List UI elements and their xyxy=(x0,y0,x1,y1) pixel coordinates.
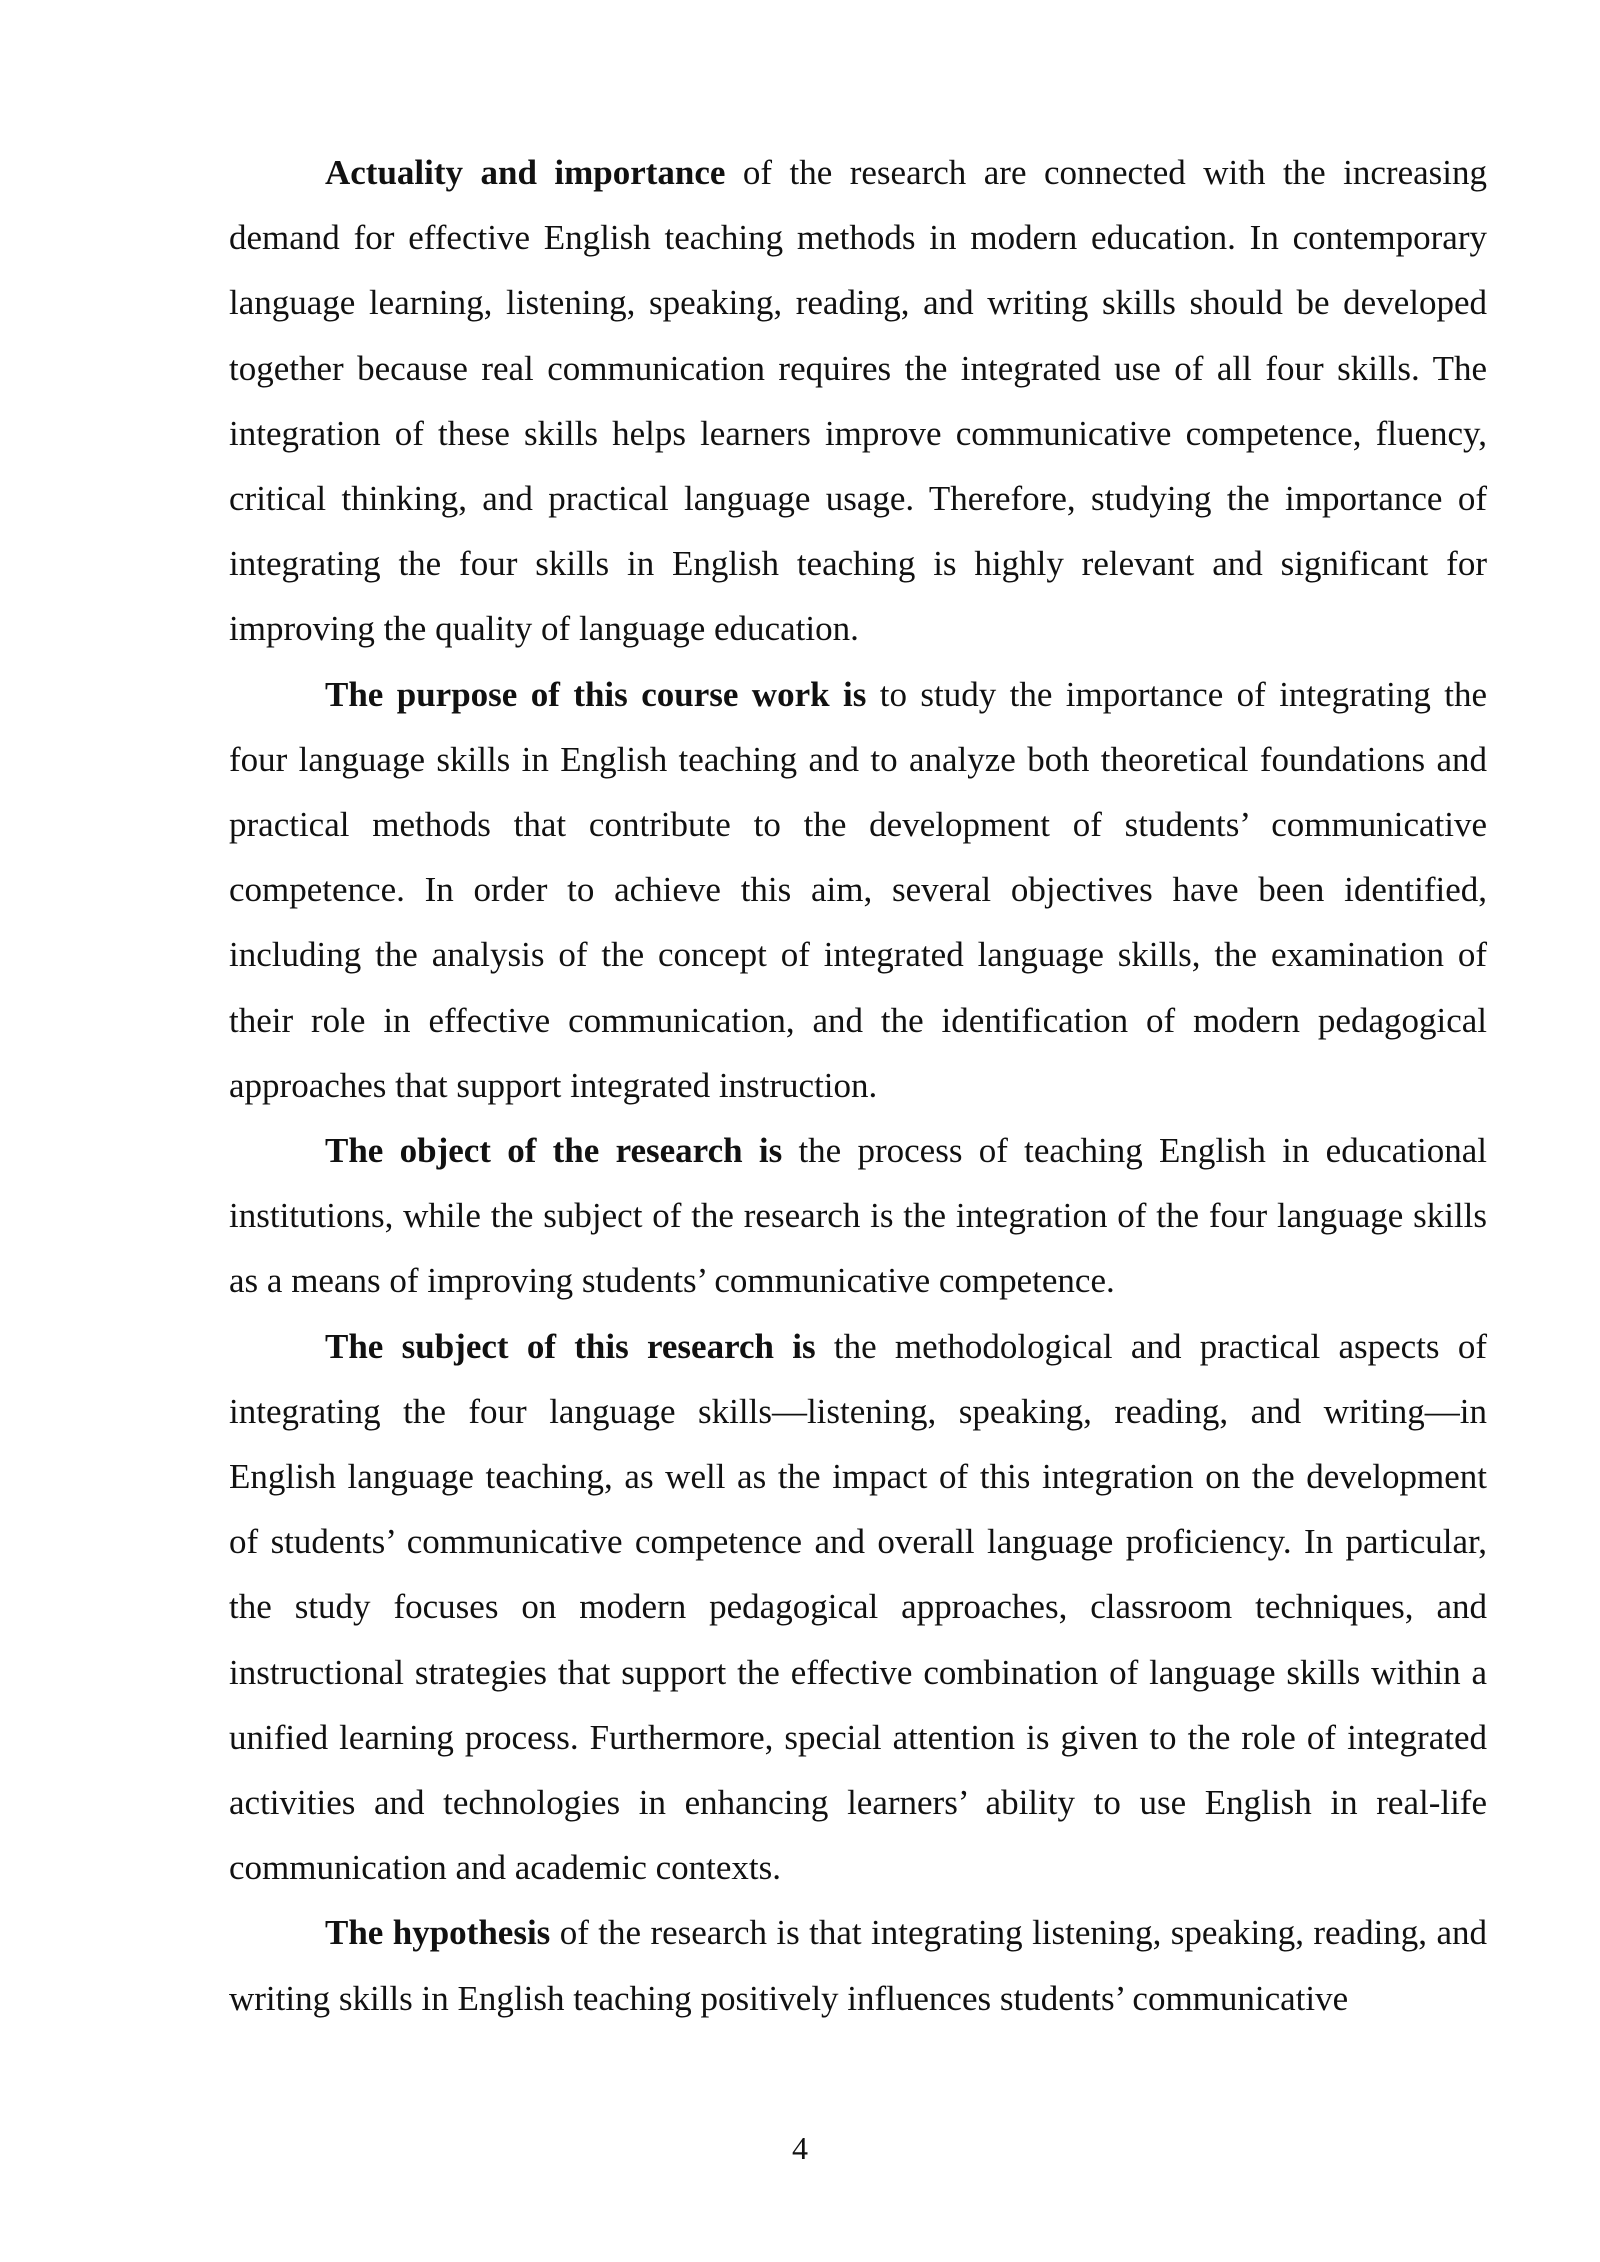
paragraph-lead: The hypothesis xyxy=(325,1913,551,1953)
paragraph-lead: The object of the research is xyxy=(325,1131,783,1171)
paragraph-text: of the research is that integrating listening, speaking, reading, and writing skills in English teaching positively influences students’ communicative xyxy=(229,1913,1487,2018)
paragraph-object xyxy=(229,1118,1487,1314)
paragraph-lead: The subject of this research is xyxy=(325,1326,816,1366)
page-number: 4 xyxy=(792,2130,808,2166)
paragraph-subject xyxy=(229,1314,1487,1901)
paragraph-purpose xyxy=(229,662,1487,1118)
paragraph-text: the methodological and practical aspects of integrating the four language skills—listening, speaking, reading, and writing—in English language teaching, as well as the impact of this integration on the development of students’ communicative competence and overall language proficiency. In particular, the study focuses on modern pedagogical approaches, classroom techniques, and instructional strategies that support the effective combination of language skills within a unified learning process. Furthermore, special attention is given to the role of integrated activities and technologies in enhancing learners’ ability to use English in real-life communication and academic contexts. xyxy=(229,1326,1487,1888)
paragraph-text: of the research are connected with the increasing demand for effective English teaching methods in modern education. In contemporary language learning, listening, speaking, reading, and writing skills should be developed together because real communication requires the integrated use of all four skills. The integration of these skills helps learners improve communicative competence, fluency, critical thinking, and practical language usage. Therefore, studying the importance of integrating the four skills in English teaching is highly relevant and significant for improving the quality of language education. xyxy=(229,153,1487,649)
paragraph-hypothesis xyxy=(229,1900,1487,2030)
paragraph-lead: The purpose of this course work is xyxy=(325,674,867,714)
document-body xyxy=(229,140,1487,2031)
paragraph-lead: Actuality and importance xyxy=(325,153,726,192)
paragraph-text: the process of teaching English in educational institutions, while the subject of the research is the integration of the four language skills as a means of improving students’ communicative competence. xyxy=(229,1131,1487,1301)
paragraph-actuality xyxy=(229,140,1487,662)
paragraph-text: to study the importance of integrating the four language skills in English teaching and to analyze both theoretical foundations and practical methods that contribute to the development of students’ communicative competence. In order to achieve this aim, several objectives have been identified, including the analysis of the concept of integrated language skills, the examination of their role in effective communication, and the identification of modern pedagogical approaches that support integrated instruction. xyxy=(229,674,1487,1105)
